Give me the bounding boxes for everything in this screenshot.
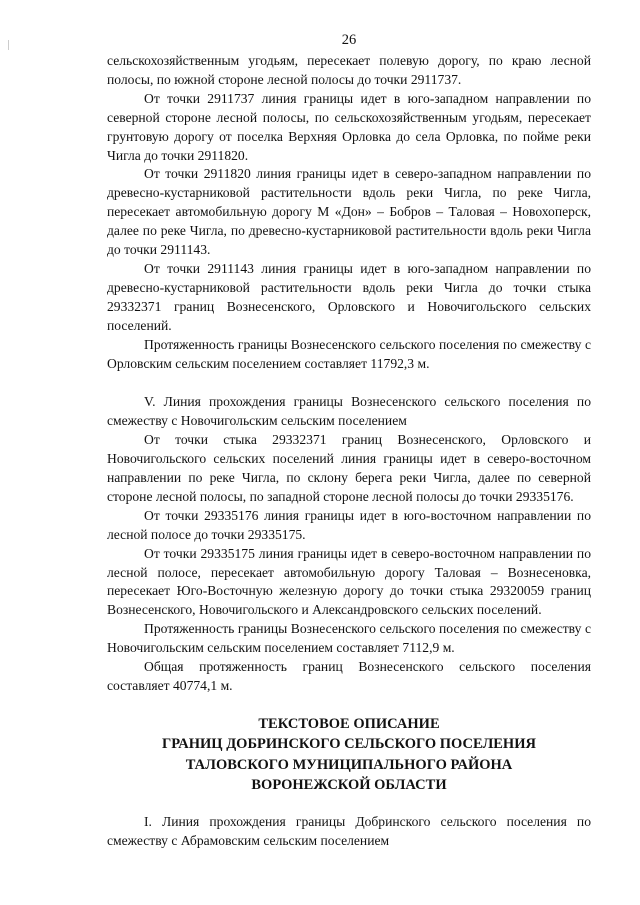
document-page — [107, 30, 591, 851]
heading-line-3: ТАЛОВСКОГО МУНИЦИПАЛЬНОГО РАЙОНА — [185, 756, 513, 773]
paragraph-total-length: Общая протяженность границ Вознесенского сельского поселения составляет 40774,1 м. — [107, 659, 591, 693]
paragraph-junction-29332371: От точки стыка 29332371 границ Вознесенского, Орловского и Новочигольского сельских поселений линия границы идет в северо-восточном направлении по реке Чигла, по склону берега реки Чигла, далее по северной стороне лесной полосы, по западной стороне лесной полосы до точки 29335176. — [107, 432, 591, 504]
paragraph-point-2911820: От точки 2911820 линия границы идет в северо-западном направлении по древесно-кустарниковой растительности вдоль реки Чигла, по реке Чигла, пересекает автомобильную дорогу М «Дон» – Бобров – Таловая – Новохоперск, далее по реке Чигла, по древесно-кустарниковой растительности вдоль реки Чигла до точки 2911143. — [107, 166, 591, 258]
margin-mark — [8, 40, 9, 50]
page-number: 26 — [341, 32, 357, 48]
section-v-title: V. Линия прохождения границы Вознесенского сельского поселения по смежеству с Новочигольским сельским поселением — [107, 394, 591, 429]
paragraph-length-novochigolskoe: Протяженность границы Вознесенского сельского поселения по смежеству с Новочигольским сельским поселением составляет 7112,9 м. — [107, 621, 591, 656]
paragraph-point-2911143: От точки 2911143 линия границы идет в юго-западном направлении по древесно-кустарниковой растительности вдоль реки Чигла до точки стыка 29332371 границ Вознесенского, Орловского и Новочигольского сельских поселений. — [107, 260, 591, 333]
heading-line-2: ГРАНИЦ ДОБРИНСКОГО СЕЛЬСКОГО ПОСЕЛЕНИЯ — [162, 736, 536, 753]
section-i-title: I. Линия прохождения границы Добринского сельского поселения по смежеству с Абрамовским сельским поселением — [107, 813, 591, 848]
paragraph-length-orlovskoe: Протяженность границы Вознесенского сельского поселения по смежеству с Орловским сельским поселением составляет 11792,3 м. — [107, 336, 591, 371]
heading-line-1: ТЕКСТОВОЕ ОПИСАНИЕ — [258, 715, 440, 732]
section-heading — [107, 714, 591, 796]
paragraph-continuation: сельскохозяйственным угодьям, пересекает полевую дорогу, по краю лесной полосы, по южной стороне лесной полосы до точки 2911737. — [107, 53, 591, 87]
paragraph-point-29335176: От точки 29335176 линия границы идет в юго-восточном направлении по лесной полосе до точки 29335175. — [107, 507, 591, 542]
paragraph-point-2911737: От точки 2911737 линия границы идет в юго-западном направлении по северной стороне лесной полосы, по сельскохозяйственным угодьям, пересекает грунтовую дорогу от поселка Верхняя Орловка до села Орловка, по пойме реки Чигла до точки 2911820. — [107, 90, 591, 163]
paragraph-point-29335175: От точки 29335175 линия границы идет в северо-восточном направлении по лесной полосе, пересекает автомобильную дорогу Таловая – Вознесеновка, пересекает Юго-Восточную железную дорогу до точки стыка 29320059 границ Вознесенского, Новочигольского и Александровского сельских поселений. — [107, 545, 591, 618]
heading-line-4: ВОРОНЕЖСКОЙ ОБЛАСТИ — [251, 777, 447, 794]
